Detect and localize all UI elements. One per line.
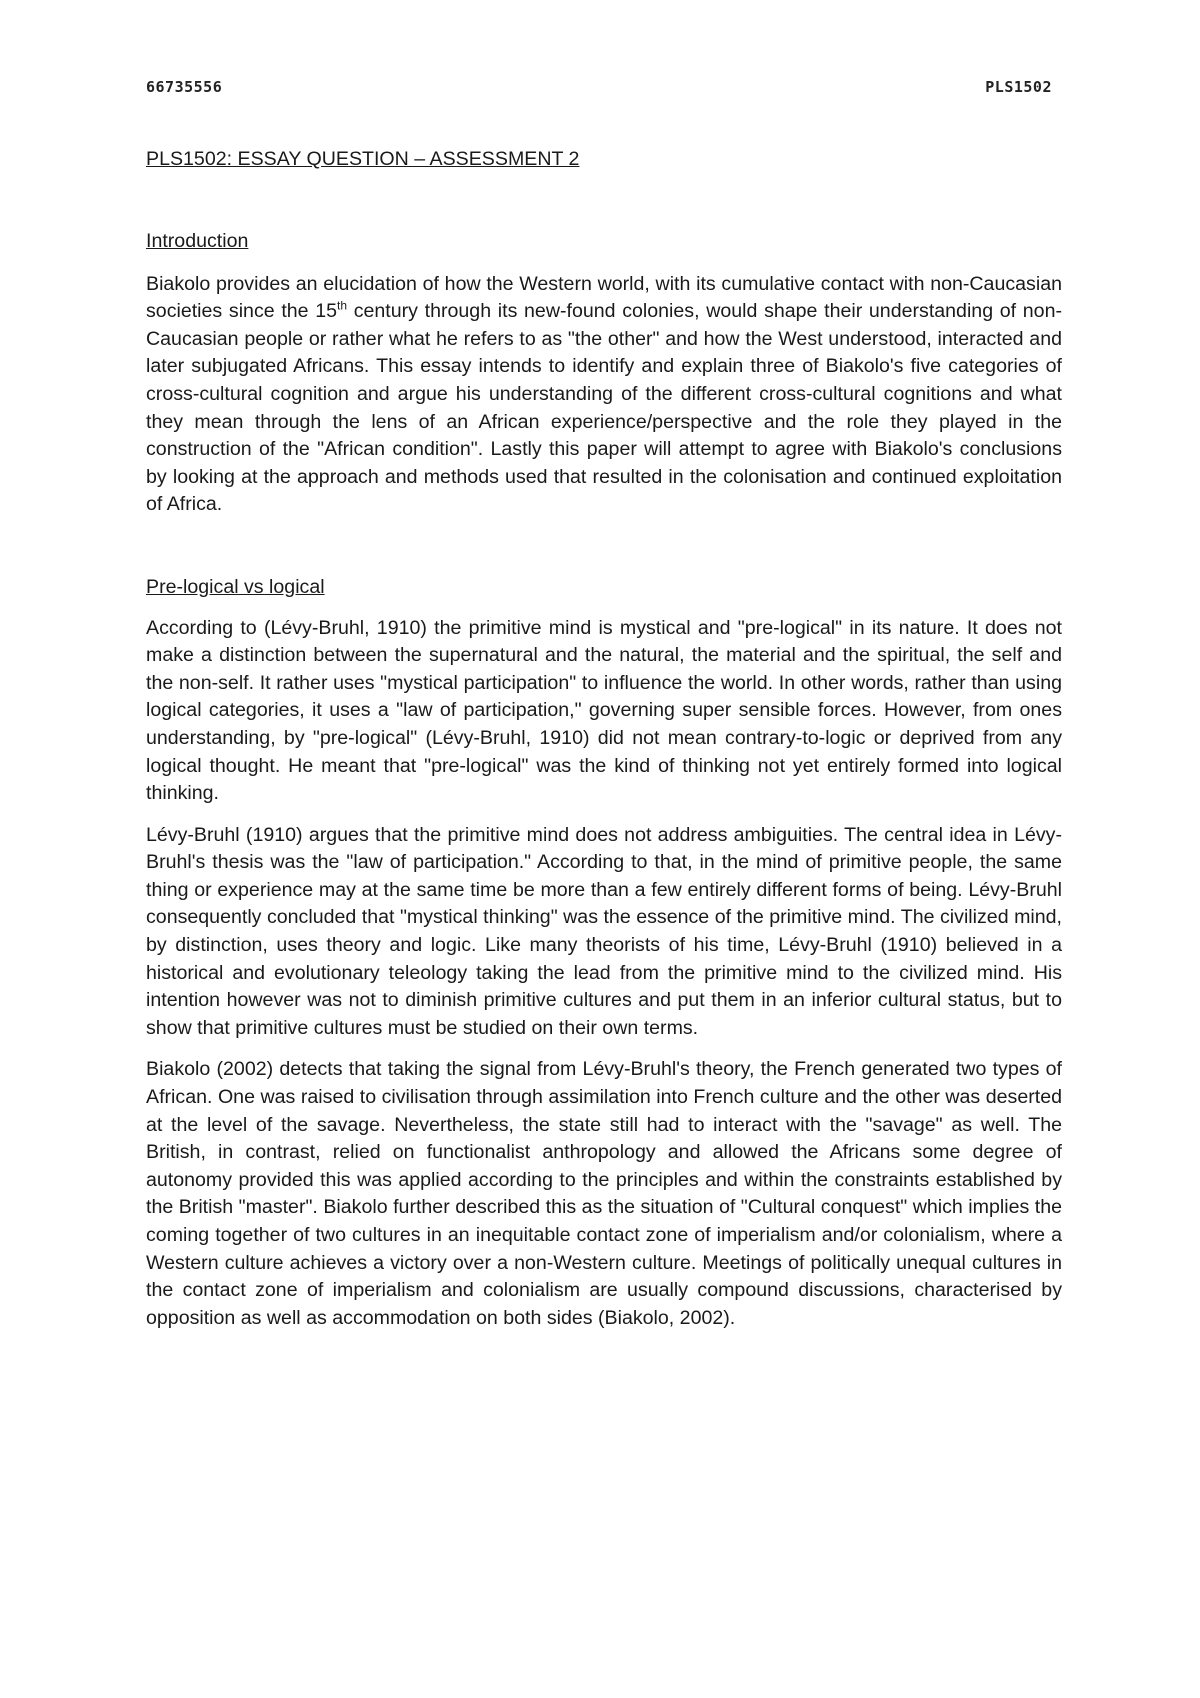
module-code: PLS1502 bbox=[985, 78, 1052, 96]
page-header bbox=[146, 78, 1052, 98]
prelogical-paragraph-1: According to (Lévy-Bruhl, 1910) the primitive mind is mystical and "pre-logical" in its nature. It does not make a distinction between the supernatural and the natural, the material and the spiritual, the self and the non-self. It rather uses "mystical participation" to influence the world. In other words, rather than using logical categories, it uses a "law of participation," governing super sensible forces. However, from ones understanding, by "pre-logical" (Lévy-Bruhl, 1910) did not mean contrary-to-logic or deprived from any logical thought. He meant that "pre-logical" was the kind of thinking not yet entirely formed into logical thinking. bbox=[146, 616, 1062, 805]
introduction-text-part1: Biakolo provides an elucidation of how the Western world, with its cumulative contact with non-Caucasian societies since the 15 bbox=[146, 272, 1062, 323]
prelogical-heading: Pre-logical vs logical bbox=[146, 575, 325, 598]
document-title: PLS1502: ESSAY QUESTION – ASSESSMENT 2 bbox=[146, 148, 580, 170]
document-body bbox=[146, 146, 1062, 1332]
introduction-text-part2: century through its new-found colonies, would shape their understanding of non-Caucasian people or rather what he refers to as "the other" and how the West understood, interacted and later subjugated Africans. This essay intends to identify and explain three of Biakolo's five categories of cross-cultural cognition and argue his understanding of the different cross-cultural cognitions and what they mean through the lens of an African experience/perspective and the role they played in the construction of the "African condition". Lastly this paper will attempt to agree with Biakolo's conclusions by looking at the approach and methods used that resulted in the colonisation and continued exploitation of Africa. bbox=[146, 300, 1063, 516]
ordinal-suffix: th bbox=[337, 298, 348, 313]
prelogical-paragraph-2: Lévy-Bruhl (1910) argues that the primitive mind does not address ambiguities. The central idea in Lévy-Bruhl's thesis was the "law of participation." According to that, in the mind of primitive people, the same thing or experience may at the same time be more than a few entirely different forms of being. Lévy-Bruhl consequently concluded that "mystical thinking" was the essence of the primitive mind. The civilized mind, by distinction, uses theory and logic. Like many theorists of his time, Lévy-Bruhl (1910) believed in a historical and evolutionary teleology taking the lead from the primitive mind to the civilized mind. His intention however was not to diminish primitive cultures and put them in an inferior cultural status, but to show that primitive cultures must be studied on their own terms. bbox=[146, 823, 1062, 1039]
prelogical-paragraph-3: Biakolo (2002) detects that taking the signal from Lévy-Bruhl's theory, the French generated two types of African. One was raised to civilisation through assimilation into French culture and the other was deserted at the level of the savage. Nevertheless, the state still had to interact with the "savage" as well. The British, in contrast, relied on functionalist anthropology and allowed the Africans some degree of autonomy provided this was applied according to the principles and within the constraints established by the British "master". Biakolo further described this as the situation of "Cultural conquest" which implies the coming together of two cultures in an inequitable contact zone of imperialism and/or colonialism, where a Western culture achieves a victory over a non-Western culture. Meetings of politically unequal cultures in the contact zone of imperialism and colonialism are usually compound discussions, characterised by opposition as well as accommodation on both sides (Biakolo, 2002). bbox=[146, 1058, 1062, 1329]
introduction-paragraph bbox=[146, 271, 1062, 519]
student-number: 66735556 bbox=[146, 78, 223, 96]
introduction-heading: Introduction bbox=[146, 230, 249, 252]
